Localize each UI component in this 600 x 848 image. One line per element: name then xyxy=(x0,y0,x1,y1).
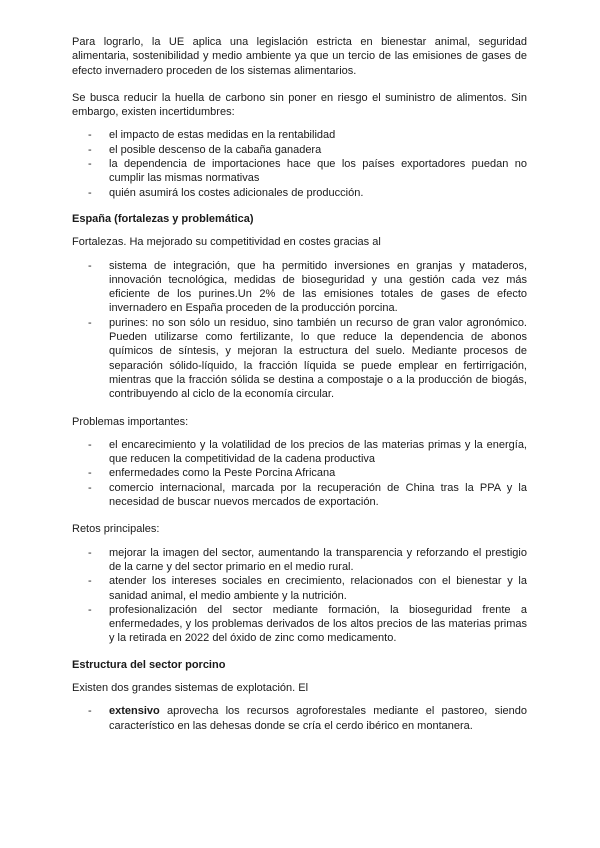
list-item xyxy=(72,704,527,733)
dash-bullet: - xyxy=(88,705,92,718)
uncertainties-list xyxy=(72,128,527,199)
dash-bullet: - xyxy=(88,467,92,480)
list-item-text: el impacto de estas medidas en la rentabilidad xyxy=(109,129,336,142)
list-item xyxy=(72,574,527,603)
list-item xyxy=(72,481,527,510)
dash-bullet: - xyxy=(88,186,92,199)
list-item xyxy=(72,128,527,142)
problemas-list xyxy=(72,438,527,509)
dash-bullet: - xyxy=(88,316,92,329)
paragraph-ue-legislation: Para lograrlo, la UE aplica una legislación estricta en bienestar animal, seguridad alimentaria, sostenibilidad y medio ambiente ya que un tercio de las emisiones de gases de efecto invernadero proceden de los sistemas alimentarios. xyxy=(72,36,527,77)
retos-list xyxy=(72,546,527,646)
dash-bullet: - xyxy=(88,575,92,588)
paragraph-fortalezas-intro: Fortalezas. Ha mejorado su competitividad en costes gracias al xyxy=(72,236,381,249)
section-heading-espana: España (fortalezas y problemática) xyxy=(72,212,254,225)
list-item xyxy=(72,316,527,402)
document-page xyxy=(72,35,527,733)
list-item-text: el encarecimiento y la volatilidad de los precios de las materias primas y la energía, que reducen la competitividad de la cadena productiva xyxy=(109,438,527,466)
estructura-list xyxy=(72,704,527,733)
list-item xyxy=(72,186,527,200)
fortalezas-list xyxy=(72,259,527,402)
list-item xyxy=(72,259,527,316)
list-item-text: enfermedades como la Peste Porcina Africana xyxy=(109,467,336,480)
list-item xyxy=(72,603,527,646)
list-item-text: la dependencia de importaciones hace que los países exportadores puedan no cumplir las mismas normativas xyxy=(109,158,527,185)
list-item-text: purines: no son sólo un residuo, sino también un recurso de gran valor agronómico. Pueden utilizarse como fertilizante, lo que reduce la dependencia de abonos químicos de síntesis, y mejoran la estructura del suelo. Mediante procesos de separación sólido-líquido, la fracción líquida se puede emplear en fertirrigación, mientras que la fracción sólida se destina a compostaje o a la producción de biogás, contribuyendo al ciclo de la economía circular. xyxy=(109,316,527,401)
dash-bullet: - xyxy=(88,158,92,171)
paragraph-estructura-intro: Existen dos grandes sistemas de explotación. El xyxy=(72,681,309,694)
list-item-text: aprovecha los recursos agroforestales mediante el pastoreo, siendo característico en las dehesas donde se cría el cerdo ibérico en montanera. xyxy=(109,705,527,732)
list-item-text: quién asumirá los costes adicionales de producción. xyxy=(109,186,364,199)
dash-bullet: - xyxy=(88,259,92,272)
paragraph-retos-intro: Retos principales: xyxy=(72,523,160,536)
section-heading-estructura: Estructura del sector porcino xyxy=(72,658,226,671)
list-item-text: profesionalización del sector mediante formación, la bioseguridad frente a enfermedades, y los problemas derivados de los altos precios de las materias primas y la retirada en 2022 del óxido de zinc como medicamento. xyxy=(109,603,527,645)
list-item-text: mejorar la imagen del sector, aumentando la transparencia y reforzando el prestigio de la carne y del sector primario en el medio rural. xyxy=(109,546,527,573)
list-item-text: sistema de integración, que ha permitido inversiones en granjas y mataderos, innovación tecnológica, medidas de bioseguridad y una gestión cada vez más eficiente de los purines.Un 2% de las emisiones totales de gases de efecto invernadero en España proceden de la producción porcina. xyxy=(109,259,527,315)
dash-bullet: - xyxy=(88,438,92,451)
list-item-text: comercio internacional, marcada por la recuperación de China tras la PPA y la necesidad de buscar nuevos mercados de exportación. xyxy=(109,481,527,509)
paragraph-carbon-footprint: Se busca reducir la huella de carbono sin poner en riesgo el suministro de alimentos. Sin embargo, existen incertidumbres: xyxy=(72,91,527,119)
list-item xyxy=(72,466,527,480)
dash-bullet: - xyxy=(88,143,92,156)
paragraph-problemas-intro: Problemas importantes: xyxy=(72,415,189,428)
list-item xyxy=(72,157,527,186)
dash-bullet: - xyxy=(88,546,92,559)
list-item-text: el posible descenso de la cabaña ganadera xyxy=(109,143,322,156)
list-item xyxy=(72,438,527,467)
list-item xyxy=(72,143,527,157)
term-extensivo: extensivo xyxy=(109,705,160,718)
dash-bullet: - xyxy=(88,481,92,494)
dash-bullet: - xyxy=(88,603,92,616)
dash-bullet: - xyxy=(88,129,92,142)
list-item xyxy=(72,546,527,575)
list-item-text: atender los intereses sociales en crecimiento, relacionados con el bienestar y la sanidad animal, el medio ambiente y la nutrición. xyxy=(109,575,527,602)
